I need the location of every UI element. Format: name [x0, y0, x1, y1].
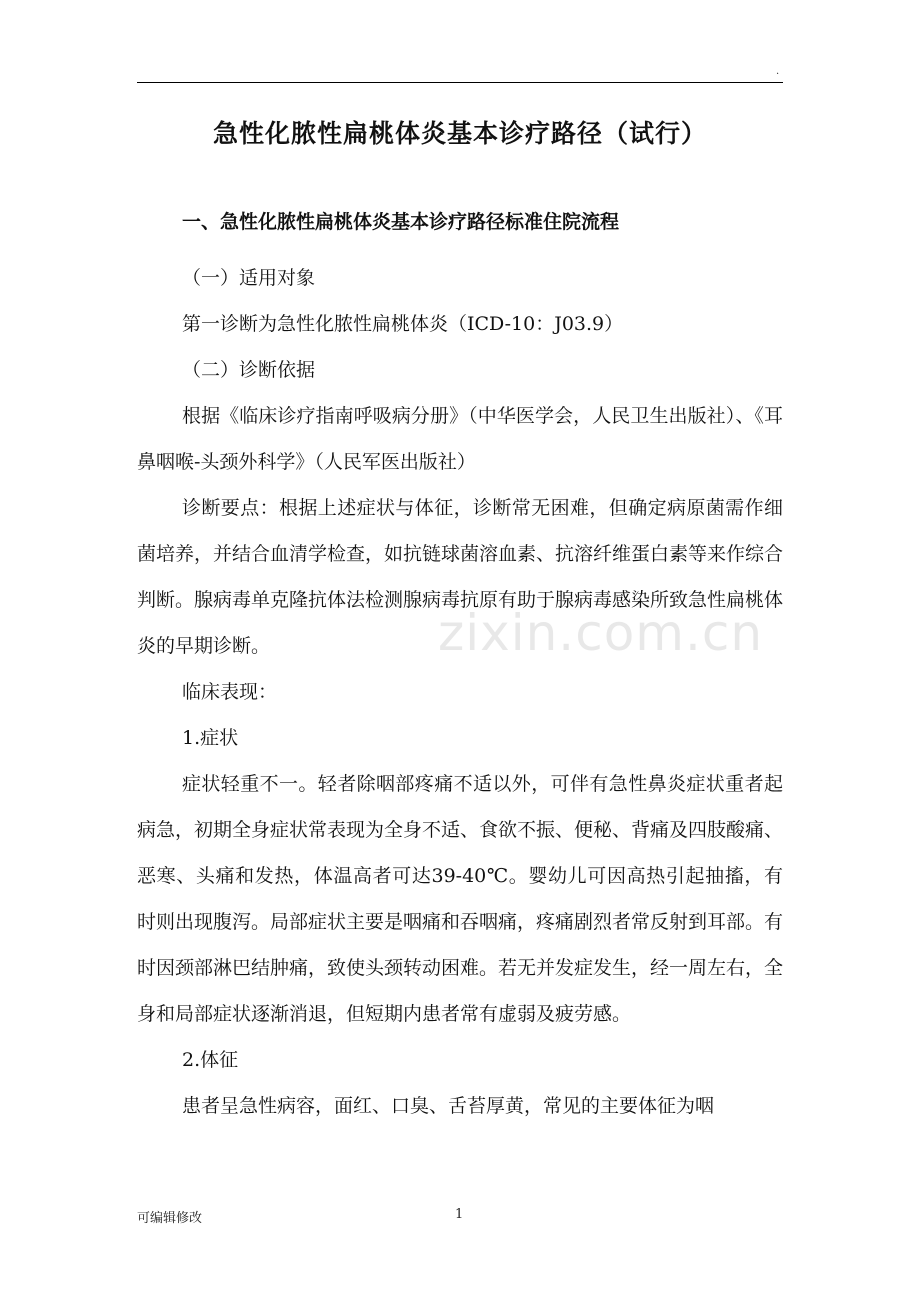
- paragraph-references: 根据《临床诊疗指南呼吸病分册》（中华医学会，人民卫生出版社）、《耳鼻咽喉-头颈外科学》（人民军医出版社）: [137, 405, 783, 473]
- paragraph-signs: 患者呈急性病容，面红、口臭、舌苔厚黄，常见的主要体征为咽: [182, 1095, 715, 1117]
- document-title: 急性化脓性扁桃体炎基本诊疗路径（试行）: [212, 119, 707, 148]
- header-dot: .: [776, 66, 780, 77]
- footer-editable-note: 可编辑修改: [137, 1211, 203, 1226]
- paragraph-symptoms: 症状轻重不一。轻者除咽部疼痛不适以外，可伴有急性鼻炎症状重者起病急，初期全身症状常表现为全身不适、食欲不振、便秘、背痛及四肢酸痛、恶寒、头痛和发热，体温高者可达39-40℃。婴幼儿可因高热引起抽搐，有时则出现腹泻。局部症状主要是咽痛和吞咽痛，疼痛剧烈者常反射到耳部。有时因颈部淋巴结肿痛，致使头颈转动困难。若无并发症发生，经一周左右，全身和局部症状逐渐消退，但短期内患者常有虚弱及疲劳感。: [137, 773, 784, 1025]
- paragraph-first-diagnosis: 第一诊断为急性化脓性扁桃体炎（ICD-10：J03.9）: [182, 313, 624, 335]
- section-heading: 一、急性化脓性扁桃体炎基本诊疗路径标准住院流程: [182, 211, 620, 233]
- header-rule: [137, 82, 783, 83]
- document-body: [137, 255, 783, 1129]
- footer-page-number: 1: [455, 1207, 464, 1222]
- paragraph-diagnosis-points: 诊断要点：根据上述症状与体征，诊断常无困难，但确定病原菌需作细菌培养，并结合血清学检查，如抗链球菌溶血素、抗溶纤维蛋白素等来作综合判断。腺病毒单克隆抗体法检测腺病毒抗原有助于腺病毒感染所致急性扁桃体炎的早期诊断。: [137, 497, 784, 657]
- paragraph-signs-heading: 2.体征: [182, 1049, 239, 1071]
- paragraph-symptoms-heading: 1.症状: [182, 727, 239, 749]
- paragraph-subhead-applicable: （一）适用对象: [182, 267, 316, 289]
- watermark-logo: zixin.com.cn: [438, 604, 764, 662]
- paragraph-clinical-label: 临床表现：: [182, 681, 278, 703]
- paragraph-subhead-basis: （二）诊断依据: [182, 359, 316, 381]
